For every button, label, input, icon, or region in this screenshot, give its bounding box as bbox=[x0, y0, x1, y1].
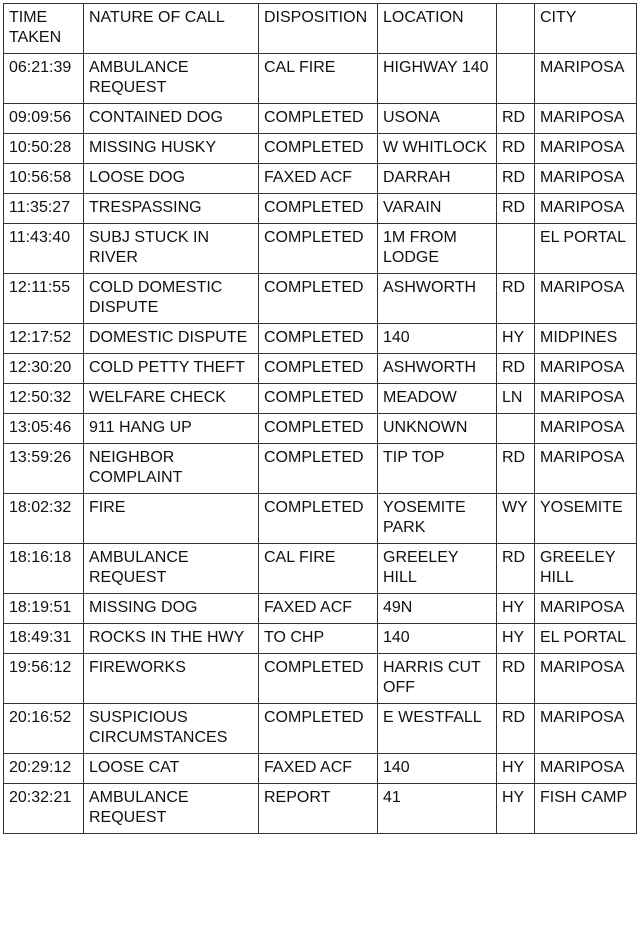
cell-street-suffix: RD bbox=[497, 354, 535, 384]
cell-time-taken: 09:09:56 bbox=[4, 104, 84, 134]
cell-nature-of-call: DOMESTIC DISPUTE bbox=[84, 324, 259, 354]
cell-time-taken: 18:16:18 bbox=[4, 544, 84, 594]
header-street-suffix bbox=[497, 4, 535, 54]
cell-time-taken: 11:43:40 bbox=[4, 224, 84, 274]
cell-street-suffix: RD bbox=[497, 164, 535, 194]
header-time-taken: TIME TAKEN bbox=[4, 4, 84, 54]
cell-city: FISH CAMP bbox=[535, 784, 637, 834]
table-row bbox=[4, 354, 637, 384]
cell-nature-of-call: TRESPASSING bbox=[84, 194, 259, 224]
cell-disposition: COMPLETED bbox=[259, 324, 378, 354]
cell-location: TIP TOP bbox=[378, 444, 497, 494]
table-row bbox=[4, 194, 637, 224]
cell-nature-of-call: AMBULANCE REQUEST bbox=[84, 544, 259, 594]
cell-street-suffix: HY bbox=[497, 324, 535, 354]
cell-location: 49N bbox=[378, 594, 497, 624]
cell-time-taken: 20:16:52 bbox=[4, 704, 84, 754]
cell-time-taken: 11:35:27 bbox=[4, 194, 84, 224]
cell-city: MARIPOSA bbox=[535, 164, 637, 194]
cell-nature-of-call: WELFARE CHECK bbox=[84, 384, 259, 414]
cell-location: GREELEY HILL bbox=[378, 544, 497, 594]
cell-disposition: REPORT bbox=[259, 784, 378, 834]
cell-disposition: TO CHP bbox=[259, 624, 378, 654]
cell-nature-of-call: 911 HANG UP bbox=[84, 414, 259, 444]
header-row bbox=[4, 4, 637, 54]
cell-time-taken: 13:59:26 bbox=[4, 444, 84, 494]
cell-nature-of-call: LOOSE CAT bbox=[84, 754, 259, 784]
cell-location: 140 bbox=[378, 624, 497, 654]
cell-time-taken: 10:56:58 bbox=[4, 164, 84, 194]
cell-location: VARAIN bbox=[378, 194, 497, 224]
table-row bbox=[4, 624, 637, 654]
cell-disposition: COMPLETED bbox=[259, 704, 378, 754]
cell-time-taken: 19:56:12 bbox=[4, 654, 84, 704]
cell-street-suffix bbox=[497, 224, 535, 274]
cell-disposition: COMPLETED bbox=[259, 104, 378, 134]
cell-disposition: COMPLETED bbox=[259, 444, 378, 494]
cell-time-taken: 06:21:39 bbox=[4, 54, 84, 104]
cell-nature-of-call: FIRE bbox=[84, 494, 259, 544]
cell-location: 140 bbox=[378, 754, 497, 784]
table-row bbox=[4, 784, 637, 834]
cell-disposition: COMPLETED bbox=[259, 134, 378, 164]
cell-street-suffix: RD bbox=[497, 194, 535, 224]
cell-city: MARIPOSA bbox=[535, 654, 637, 704]
cell-city: MIDPINES bbox=[535, 324, 637, 354]
cell-disposition: COMPLETED bbox=[259, 414, 378, 444]
cell-disposition: COMPLETED bbox=[259, 224, 378, 274]
header-disposition: DISPOSITION bbox=[259, 4, 378, 54]
cell-nature-of-call: ROCKS IN THE HWY bbox=[84, 624, 259, 654]
table-row bbox=[4, 544, 637, 594]
cell-street-suffix: WY bbox=[497, 494, 535, 544]
cell-city: MARIPOSA bbox=[535, 414, 637, 444]
cell-disposition: FAXED ACF bbox=[259, 594, 378, 624]
cell-nature-of-call: AMBULANCE REQUEST bbox=[84, 784, 259, 834]
cell-city: MARIPOSA bbox=[535, 54, 637, 104]
cell-nature-of-call: LOOSE DOG bbox=[84, 164, 259, 194]
cell-street-suffix: RD bbox=[497, 654, 535, 704]
header-nature-of-call: NATURE OF CALL bbox=[84, 4, 259, 54]
table-row bbox=[4, 324, 637, 354]
cell-nature-of-call: AMBULANCE REQUEST bbox=[84, 54, 259, 104]
cell-disposition: COMPLETED bbox=[259, 384, 378, 414]
cell-nature-of-call: SUSPICIOUS CIRCUMSTANCES bbox=[84, 704, 259, 754]
cell-location: HARRIS CUT OFF bbox=[378, 654, 497, 704]
cell-street-suffix: RD bbox=[497, 544, 535, 594]
table-row bbox=[4, 54, 637, 104]
cell-city: MARIPOSA bbox=[535, 704, 637, 754]
cell-nature-of-call: SUBJ STUCK IN RIVER bbox=[84, 224, 259, 274]
cell-time-taken: 20:32:21 bbox=[4, 784, 84, 834]
table-row bbox=[4, 494, 637, 544]
cell-disposition: COMPLETED bbox=[259, 654, 378, 704]
cell-nature-of-call: FIREWORKS bbox=[84, 654, 259, 704]
cell-nature-of-call: MISSING DOG bbox=[84, 594, 259, 624]
cell-nature-of-call: NEIGHBOR COMPLAINT bbox=[84, 444, 259, 494]
table-row bbox=[4, 594, 637, 624]
cell-street-suffix: HY bbox=[497, 784, 535, 834]
cell-time-taken: 12:30:20 bbox=[4, 354, 84, 384]
call-log-table bbox=[3, 3, 637, 834]
cell-nature-of-call: COLD DOMESTIC DISPUTE bbox=[84, 274, 259, 324]
cell-time-taken: 18:49:31 bbox=[4, 624, 84, 654]
cell-city: MARIPOSA bbox=[535, 104, 637, 134]
cell-city: EL PORTAL bbox=[535, 224, 637, 274]
cell-time-taken: 10:50:28 bbox=[4, 134, 84, 164]
cell-city: MARIPOSA bbox=[535, 384, 637, 414]
cell-street-suffix: HY bbox=[497, 594, 535, 624]
table-row bbox=[4, 654, 637, 704]
cell-location: UNKNOWN bbox=[378, 414, 497, 444]
cell-location: MEADOW bbox=[378, 384, 497, 414]
cell-street-suffix: HY bbox=[497, 754, 535, 784]
cell-nature-of-call: CONTAINED DOG bbox=[84, 104, 259, 134]
cell-street-suffix bbox=[497, 414, 535, 444]
cell-street-suffix: RD bbox=[497, 444, 535, 494]
table-row bbox=[4, 444, 637, 494]
cell-disposition: COMPLETED bbox=[259, 274, 378, 324]
table-row bbox=[4, 164, 637, 194]
cell-city: YOSEMITE bbox=[535, 494, 637, 544]
cell-street-suffix: RD bbox=[497, 704, 535, 754]
cell-time-taken: 13:05:46 bbox=[4, 414, 84, 444]
cell-disposition: COMPLETED bbox=[259, 354, 378, 384]
cell-street-suffix: HY bbox=[497, 624, 535, 654]
cell-location: W WHITLOCK bbox=[378, 134, 497, 164]
table-row bbox=[4, 104, 637, 134]
cell-disposition: FAXED ACF bbox=[259, 164, 378, 194]
cell-time-taken: 20:29:12 bbox=[4, 754, 84, 784]
cell-time-taken: 12:11:55 bbox=[4, 274, 84, 324]
cell-location: YOSEMITE PARK bbox=[378, 494, 497, 544]
header-city: CITY bbox=[535, 4, 637, 54]
cell-location: HIGHWAY 140 bbox=[378, 54, 497, 104]
cell-location: 41 bbox=[378, 784, 497, 834]
cell-city: MARIPOSA bbox=[535, 594, 637, 624]
cell-street-suffix bbox=[497, 54, 535, 104]
cell-time-taken: 18:02:32 bbox=[4, 494, 84, 544]
cell-location: DARRAH bbox=[378, 164, 497, 194]
cell-street-suffix: LN bbox=[497, 384, 535, 414]
table-row bbox=[4, 274, 637, 324]
cell-time-taken: 18:19:51 bbox=[4, 594, 84, 624]
header-location: LOCATION bbox=[378, 4, 497, 54]
cell-disposition: COMPLETED bbox=[259, 494, 378, 544]
cell-nature-of-call: COLD PETTY THEFT bbox=[84, 354, 259, 384]
cell-location: 140 bbox=[378, 324, 497, 354]
cell-city: MARIPOSA bbox=[535, 354, 637, 384]
cell-city: MARIPOSA bbox=[535, 274, 637, 324]
cell-disposition: CAL FIRE bbox=[259, 54, 378, 104]
cell-nature-of-call: MISSING HUSKY bbox=[84, 134, 259, 164]
table-row bbox=[4, 414, 637, 444]
cell-time-taken: 12:17:52 bbox=[4, 324, 84, 354]
cell-city: MARIPOSA bbox=[535, 444, 637, 494]
cell-location: ASHWORTH bbox=[378, 354, 497, 384]
cell-location: USONA bbox=[378, 104, 497, 134]
cell-city: MARIPOSA bbox=[535, 134, 637, 164]
cell-street-suffix: RD bbox=[497, 104, 535, 134]
cell-street-suffix: RD bbox=[497, 134, 535, 164]
cell-location: ASHWORTH bbox=[378, 274, 497, 324]
cell-location: 1M FROM LODGE bbox=[378, 224, 497, 274]
cell-time-taken: 12:50:32 bbox=[4, 384, 84, 414]
cell-city: MARIPOSA bbox=[535, 754, 637, 784]
cell-street-suffix: RD bbox=[497, 274, 535, 324]
cell-location: E WESTFALL bbox=[378, 704, 497, 754]
table-row bbox=[4, 384, 637, 414]
table-row bbox=[4, 134, 637, 164]
cell-disposition: CAL FIRE bbox=[259, 544, 378, 594]
table-row bbox=[4, 754, 637, 784]
call-log-body bbox=[4, 54, 637, 834]
cell-disposition: COMPLETED bbox=[259, 194, 378, 224]
cell-city: EL PORTAL bbox=[535, 624, 637, 654]
table-row bbox=[4, 224, 637, 274]
table-row bbox=[4, 704, 637, 754]
cell-disposition: FAXED ACF bbox=[259, 754, 378, 784]
cell-city: MARIPOSA bbox=[535, 194, 637, 224]
cell-city: GREELEY HILL bbox=[535, 544, 637, 594]
